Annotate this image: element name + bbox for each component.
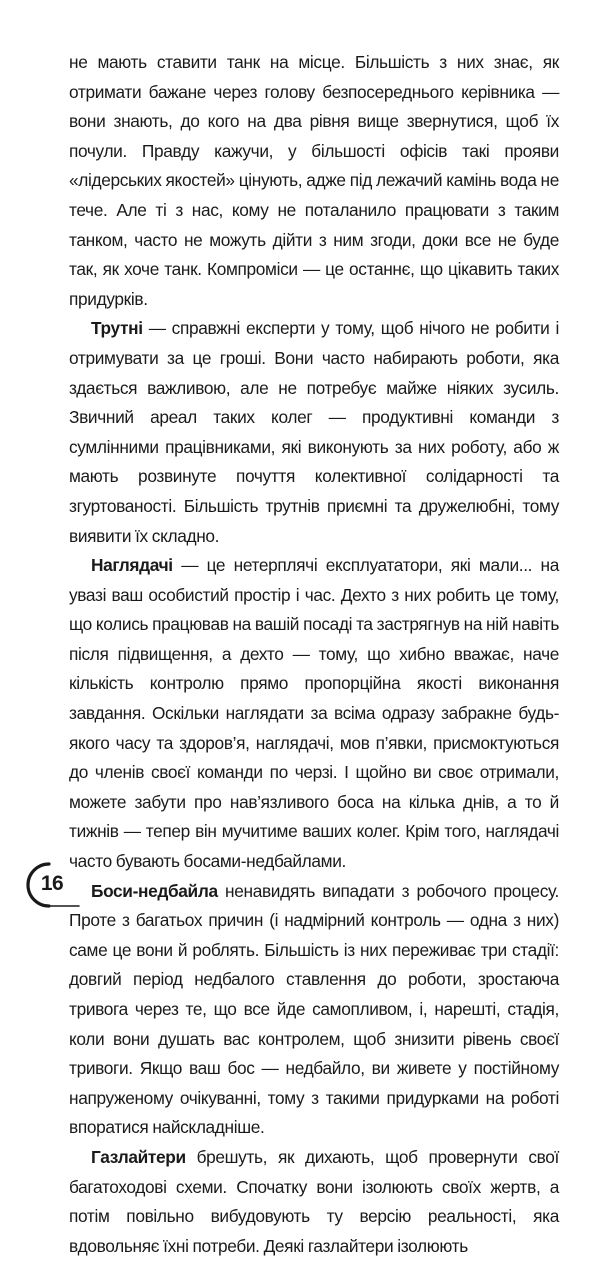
paragraph-text: не мають ставити танк на місце. Більшість з них знає, як отримати бажане через голову безпосереднього керівника — вони знають, до кого на два рівня вище звернутися, щоб їх почули. Правду кажучи, у більшості офісів такі прояви «лідерських якостей» цінують, адже під лежачий камінь вода не тече. Але ті з нас, кому не поталанило працювати з таким танком, часто не можуть дійти з ним згоди, доки все не буде так, як хоче танк. Компроміси — це останнє, що цікавить таких придурків.: [69, 52, 559, 309]
paragraph-tank-continuation: [69, 48, 559, 314]
paragraph-drones: [69, 314, 559, 551]
paragraph-text: — справжні експерти у тому, щоб нічого не робити і отримувати за це гроші. Вони часто набирають роботи, яка здається важливою, але не потребує майже ніяких зусиль. Звичний ареал таких колег — продуктивні команди з сумлінними працівниками, які виконують за них роботу, або ж мають розвинуте почуття колективної солідарності та згуртованості. Більшість трутнів приємні та дружелюбні, тому виявити їх складно.: [69, 318, 559, 546]
term-overseers: Наглядачі: [91, 555, 173, 576]
paragraph-negligent-bosses: [69, 877, 559, 1143]
term-drones: Трутні: [91, 318, 143, 339]
paragraph-text: брешуть, як дихають, щоб провернути свої багатоходові схеми. Спочатку вони ізолюють своїх жертв, а потім повільно вибудовують ту версію реальності, яка вдовольняє їхні потреби. Деякі газлайтери ізолюють: [69, 1146, 559, 1256]
paragraph-text: ненавидять випадати з робочого процесу. Проте з багатьох причин (і надмірний контроль — одна з них) саме це вони й роблять. Більшість із них переживає три стадії: довгий період недбалого ставлення до роботи, зростаюча тривога через те, що все йде самопливом, і, нарешті, стадія, коли вони душать вас контролем, щоб знизити рівень своєї тривоги. Якщо ваш бос — недбайло, ви живете у постійному напруженому очікуванні, тому з такими придурками на роботі впоратися найскладніше.: [69, 880, 559, 1138]
term-gaslighters: Газлайтери: [91, 1146, 186, 1167]
paragraph-text: — це нетерплячі експлуататори, які мали... на увазі ваш особистий простір і час. Дехто з них робить це тому, що колись працював на вашій посаді та застрягнув на ній навіть після підвищення, а дехто — тому, що хибно вважає, наче кількість контролю прямо пропорційна якості виконання завдання. Оскільки наглядати за всіма одразу забракне будь-якого часу та здоров’я, наглядачі, мов п’явки, присмоктуються до членів своєї команди по черзі. І щойно ви своє отримали, можете забути про нав’язливого боса на кілька днів, а то й тижнів — тепер він мучитиме ваших колег. Крім того, наглядачі часто бувають босами-недбайлами.: [69, 555, 559, 872]
page-body: [69, 48, 559, 1261]
term-negligent-bosses: Боси-недбайла: [91, 880, 218, 901]
page-number: 16: [40, 872, 64, 895]
paragraph-overseers: [69, 551, 559, 877]
paragraph-gaslighters: [69, 1143, 559, 1261]
page-number-badge: [19, 860, 81, 910]
